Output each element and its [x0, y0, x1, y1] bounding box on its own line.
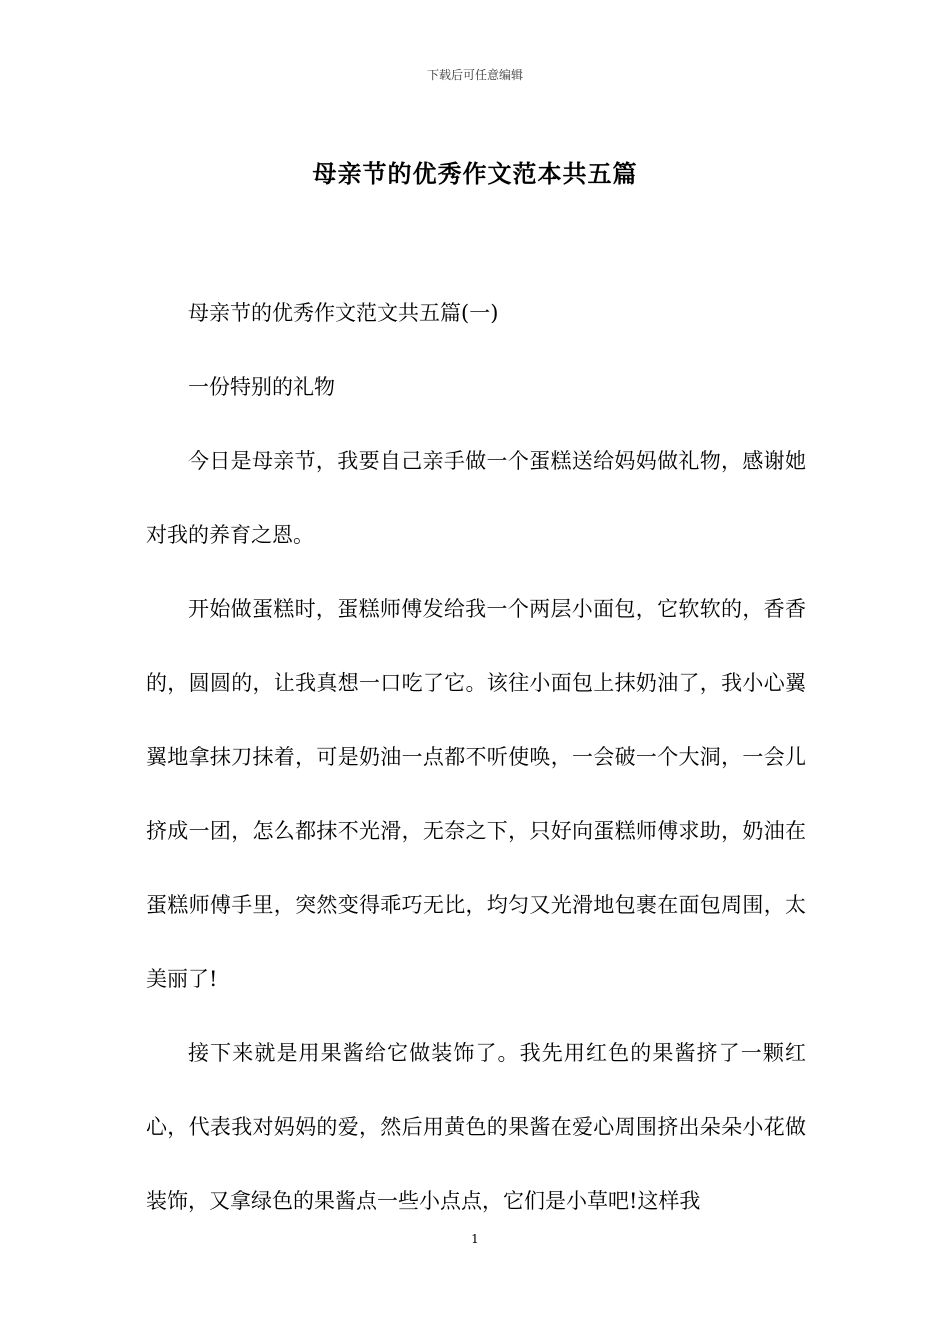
essay-title: 一份特别的礼物: [188, 375, 335, 399]
section-heading: 母亲节的优秀作文范文共五篇(一): [188, 301, 499, 325]
document-body: [146, 276, 806, 1238]
page-header: 下载后可任意编辑: [426, 68, 523, 82]
paragraph: 接下来就是用果酱给它做装饰了。我先用红色的果酱挤了一颗红心，代表我对妈妈的爱，然后用黄色的果酱在爱心周围挤出朵朵小花做装饰，又拿绿色的果酱点一些小点点，它们是小草吧!这样我: [146, 1041, 806, 1213]
page-number: 1: [471, 1232, 479, 1246]
paragraph: 开始做蛋糕时，蛋糕师傅发给我一个两层小面包，它软软的，香香的，圆圆的，让我真想一口吃了它。该往小面包上抹奶油了，我小心翼翼地拿抹刀抹着，可是奶油一点都不听使唤，一会破一个大洞，一会儿挤成一团，怎么都抹不光滑，无奈之下，只好向蛋糕师傅求助，奶油在蛋糕师傅手里，突然变得乖巧无比，均匀又光滑地包裹在面包周围，太美丽了!: [146, 597, 806, 991]
document-title: 母亲节的优秀作文范本共五篇: [312, 159, 638, 188]
paragraph: 今日是母亲节，我要自己亲手做一个蛋糕送给妈妈做礼物，感谢她对我的养育之恩。: [146, 449, 806, 547]
